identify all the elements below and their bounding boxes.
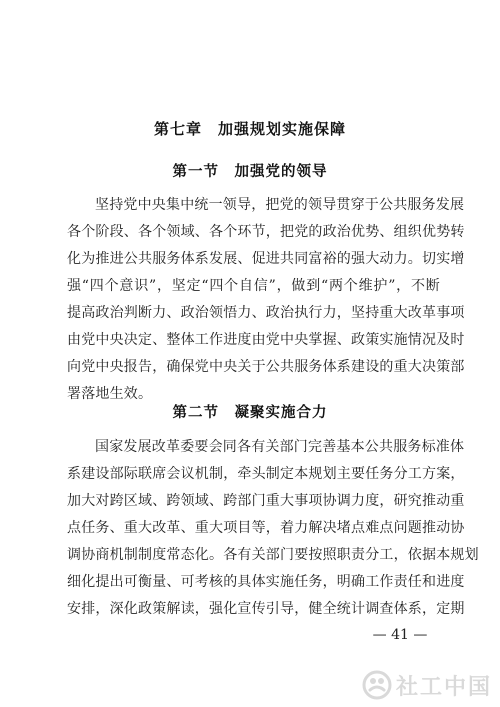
text-line: 坚持党中央集中统一领导，把党的领导贯穿于公共服务发展 <box>95 197 465 213</box>
chapter-title: 第七章 加强规划实施保障 <box>153 120 346 138</box>
text-line: 化为推进公共服务体系发展、促进共同富裕的强大动力。切实增 <box>67 251 465 267</box>
text-line: 各个阶段、各个领域、各个环节，把党的政治优势、组织优势转 <box>67 224 465 240</box>
page-number: — 41 — <box>372 627 428 643</box>
text-line: 由党中央决定、整体工作进度由党中央掌握、政策实施情况及时 <box>67 332 465 348</box>
watermark-text: 社工中国 <box>396 674 493 700</box>
text-line: 加大对跨区域、跨领域、跨部门重大事项协调力度，研究推动重 <box>67 493 465 509</box>
text-line: 国家发展改革委要会同各有关部门完善基本公共服务标准体 <box>95 439 465 455</box>
section-paragraph <box>67 434 479 623</box>
text-line: 提高政治判断力、政治领悟力、政治执行力，坚持重大改革事项 <box>67 305 465 321</box>
text-line: 调协商机制制度常态化。各有关部门要按照职责分工，依据本规划 <box>67 547 479 563</box>
text-line: 点任务、重大改革、重大项目等，着力解决堵点难点问题推动协 <box>67 520 465 536</box>
section-title: 第二节 凝聚实施合力 <box>172 405 328 421</box>
social-work-logo-icon <box>362 670 392 700</box>
text-line: 安排，深化政策解读，强化宣传引导，健全统计调查体系，定期 <box>67 601 465 617</box>
watermark <box>362 668 492 702</box>
text-line: 强“四个意识”，坚定“四个自信”，做到“两个维护”，不断 <box>67 278 440 294</box>
text-line: 向党中央报告，确保党中央关于公共服务体系建设的重大决策部 <box>67 359 465 375</box>
text-line: 系建设部际联席会议机制，牵头制定本规划主要任务分工方案， <box>67 466 465 482</box>
section-title: 第一节 加强党的领导 <box>172 164 328 180</box>
text-line: 细化提出可衡量、可考核的具体实施任务，明确工作责任和进度 <box>67 574 465 590</box>
section-paragraph <box>67 192 465 408</box>
text-line: 署落地生效。 <box>67 386 153 402</box>
